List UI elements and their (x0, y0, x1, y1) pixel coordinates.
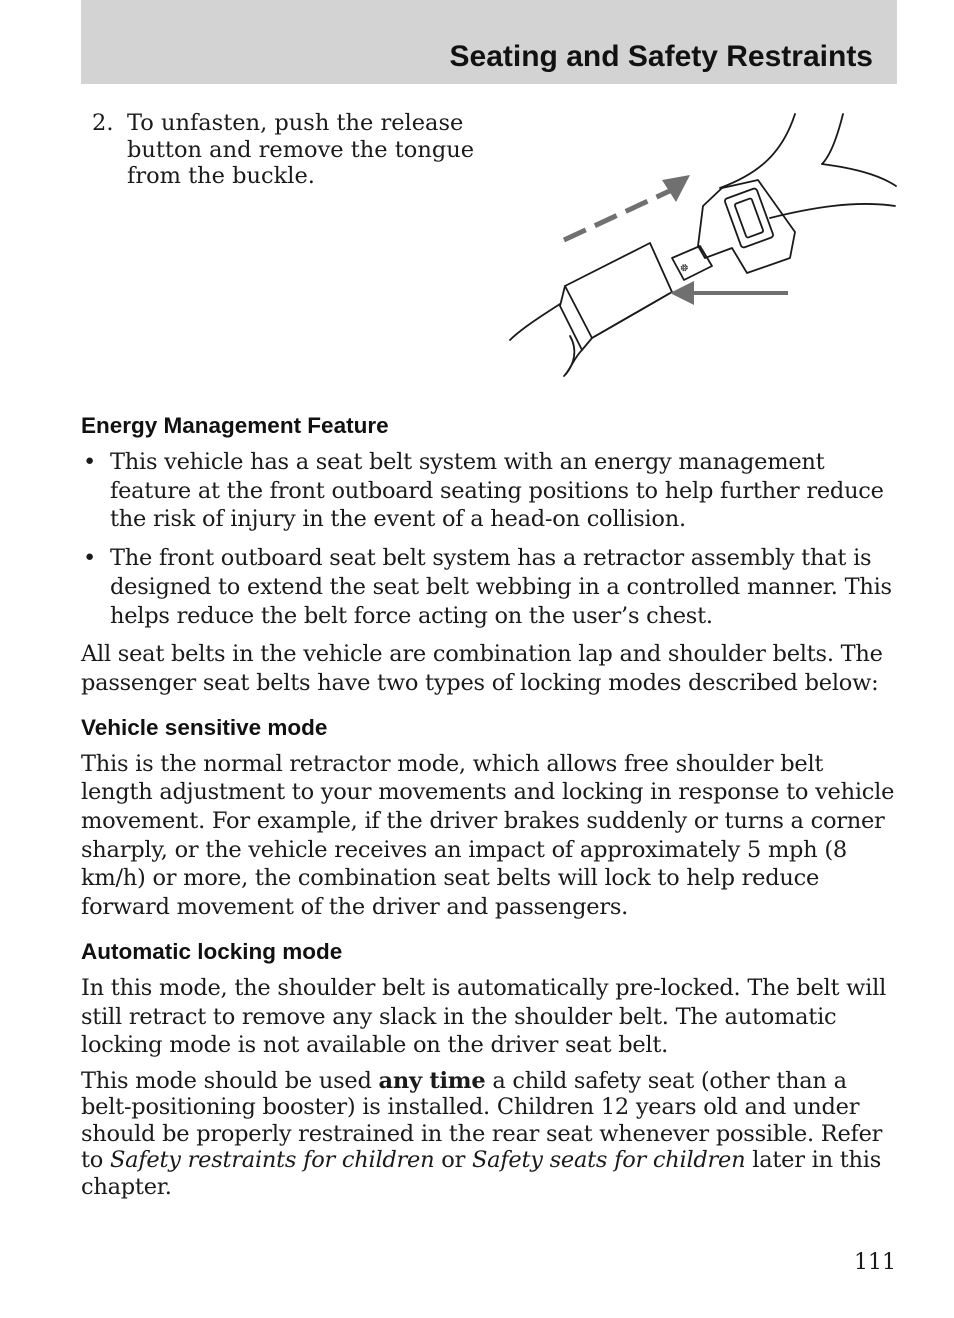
automatic-mode-paragraph: In this mode, the shoulder belt is automatically pre-locked. The belt will still retract to remove any slack in the shoulder belt. The automatic locking mode is not available on the driver seat belt. (81, 974, 887, 1059)
list-item (81, 544, 897, 630)
lower-strap (510, 304, 560, 340)
metal-tongue (672, 246, 712, 280)
latch-plate (698, 180, 795, 273)
page-number: 111 (854, 1250, 896, 1275)
bullet-text: This vehicle has a seat belt system with an energy management feature at the front outboard seating positions to help further reduce the risk of injury in the event of a head-on collision. (110, 449, 884, 533)
xref-safety-seats: Safety seats for children (471, 1147, 746, 1174)
section-heading-energy: Energy Management Feature (81, 413, 389, 438)
emphasis-any-time: any time (378, 1067, 486, 1094)
bullet-icon: • (83, 545, 97, 572)
belt-webbing-edge (822, 114, 843, 164)
bullet-text: The front outboard seat belt system has a retractor assembly that is designed to extend the seat belt webbing in a controlled manner. This helps reduce the belt force acting on the user’s chest. (110, 545, 892, 629)
header-band (81, 0, 897, 84)
main-content (81, 408, 897, 1200)
bullet-icon: • (83, 449, 97, 475)
belt-webbing (720, 114, 795, 188)
locking-modes-intro: All seat belts in the vehicle are combination lap and shoulder belts. The passenger seat belts have two types of locking modes described below: (81, 641, 883, 696)
vehicle-mode-paragraph: This is the normal retractor mode, which allows free shoulder belt length adjustment to your movements and locking in response to vehicle movement. For example, if the driver brakes suddenly or turns a corner sharply, or the vehicle receives an impact of approximately 5 mph (8 km/h) or more, the combination seat belts will lock to help reduce forward movement of the driver and passengers. (81, 750, 895, 921)
page-title: Seating and Safety Restraints (449, 40, 873, 73)
automatic-usage-paragraph: This mode should be used any time a child safety seat (other than a belt-positioning booster) is installed. Children 12 years old and under should be properly restrained in the rear seat whenever possible. Refer to Safety restraints for children or Safety seats for children later in this chapter. (81, 1067, 883, 1200)
seat-belt-buckle-illustration (500, 108, 900, 383)
list-item (81, 448, 897, 534)
svg-text:☸: ☸ (678, 261, 692, 276)
push-arrow-icon (670, 281, 788, 305)
section-heading-vehicle: Vehicle sensitive mode (81, 714, 328, 740)
energy-bullet-list (81, 448, 897, 630)
dashed-arrow-icon (564, 175, 690, 240)
section-heading-automatic: Automatic locking mode (81, 938, 343, 964)
step-number: 2. (92, 110, 114, 136)
xref-safety-restraints: Safety restraints for children (110, 1147, 435, 1174)
step-2 (92, 110, 492, 190)
step-text: To unfasten, push the release button and remove the tongue from the buckle. (127, 110, 475, 189)
